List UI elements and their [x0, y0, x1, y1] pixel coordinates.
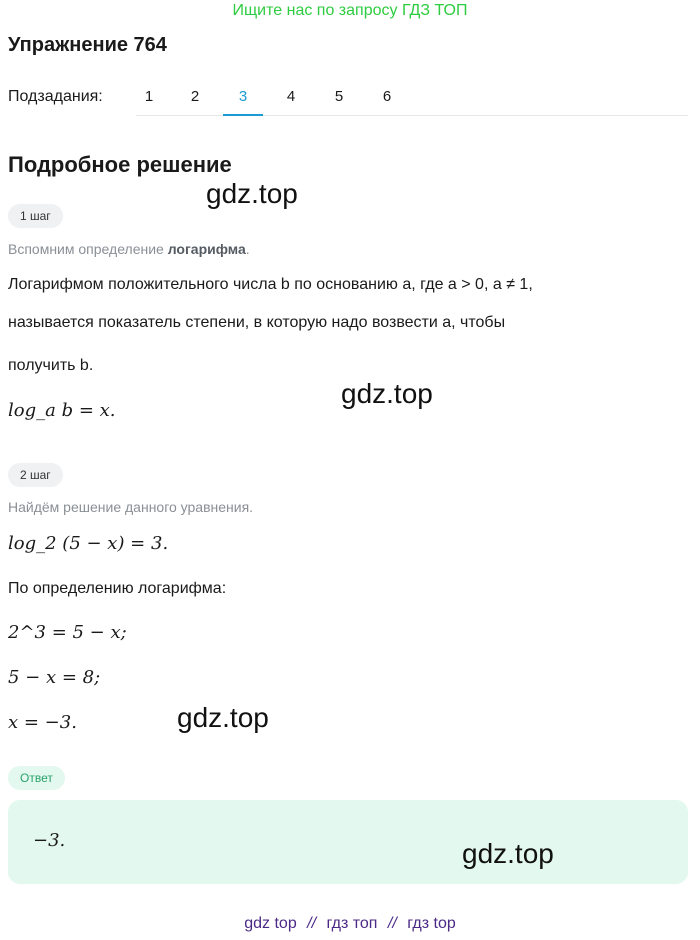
step-2-by-definition: По определению логарифма: — [8, 580, 227, 597]
step-1-hint-suffix: . — [245, 241, 250, 257]
step-1-pill: 1 шаг — [8, 204, 63, 228]
footer-links — [0, 915, 700, 933]
step-2-pill: 2 шаг — [8, 463, 63, 487]
step-1-hint-prefix: Вспомним определение — [8, 241, 168, 257]
step-2-equation: log_2 (5 − x) = 3. — [8, 533, 169, 554]
section-title: Подробное решение — [8, 152, 232, 177]
subtask-tab-2[interactable]: 2 — [190, 88, 200, 105]
step-2-eq-1: 2^3 = 5 − x; — [8, 622, 127, 643]
subtask-tab-3[interactable]: 3 — [223, 88, 263, 105]
watermark: gdz.top — [341, 378, 433, 409]
step-2-eq-2: 5 − x = 8; — [8, 667, 101, 688]
subtask-tab-6[interactable]: 6 — [382, 88, 392, 105]
footer-link-1[interactable]: gdz top — [244, 915, 297, 932]
answer-pill: Ответ — [8, 766, 65, 790]
subtasks-label: Подзадания: — [8, 88, 103, 105]
promo-banner[interactable]: Ищите нас по запросу ГДЗ ТОП — [232, 2, 468, 19]
step-1-hint-bold: логарифма — [167, 241, 246, 257]
footer-link-3[interactable]: гдз top — [407, 915, 456, 932]
answer-value: −3. — [33, 830, 66, 851]
subtask-tab-5[interactable]: 5 — [334, 88, 344, 105]
step-1-line-2: называется показатель степени, в которую надо возвести a, чтобы — [8, 314, 506, 331]
step-1-hint — [8, 241, 250, 257]
tab-divider — [136, 115, 688, 116]
step-2-eq-3: x = −3. — [8, 712, 77, 733]
footer-separator: // — [387, 915, 397, 932]
step-1-line-3: получить b. — [8, 357, 94, 374]
footer-link-2[interactable]: гдз топ — [326, 915, 378, 932]
footer-separator: // — [307, 915, 317, 932]
watermark: gdz.top — [177, 702, 269, 733]
step-1-line-1: Логарифмом положительного числа b по основанию a, где a > 0, a ≠ 1, — [8, 276, 533, 293]
answer-box — [8, 800, 688, 884]
watermark: gdz.top — [462, 838, 554, 869]
page-title: Упражнение 764 — [8, 34, 167, 56]
subtask-tab-1[interactable]: 1 — [144, 88, 154, 105]
subtask-tab-4[interactable]: 4 — [286, 88, 296, 105]
subtasks-bar — [8, 78, 688, 116]
watermark: gdz.top — [206, 178, 298, 209]
step-1-formula: log_a b = x. — [8, 400, 116, 421]
step-2-hint: Найдём решение данного уравнения. — [8, 499, 254, 515]
